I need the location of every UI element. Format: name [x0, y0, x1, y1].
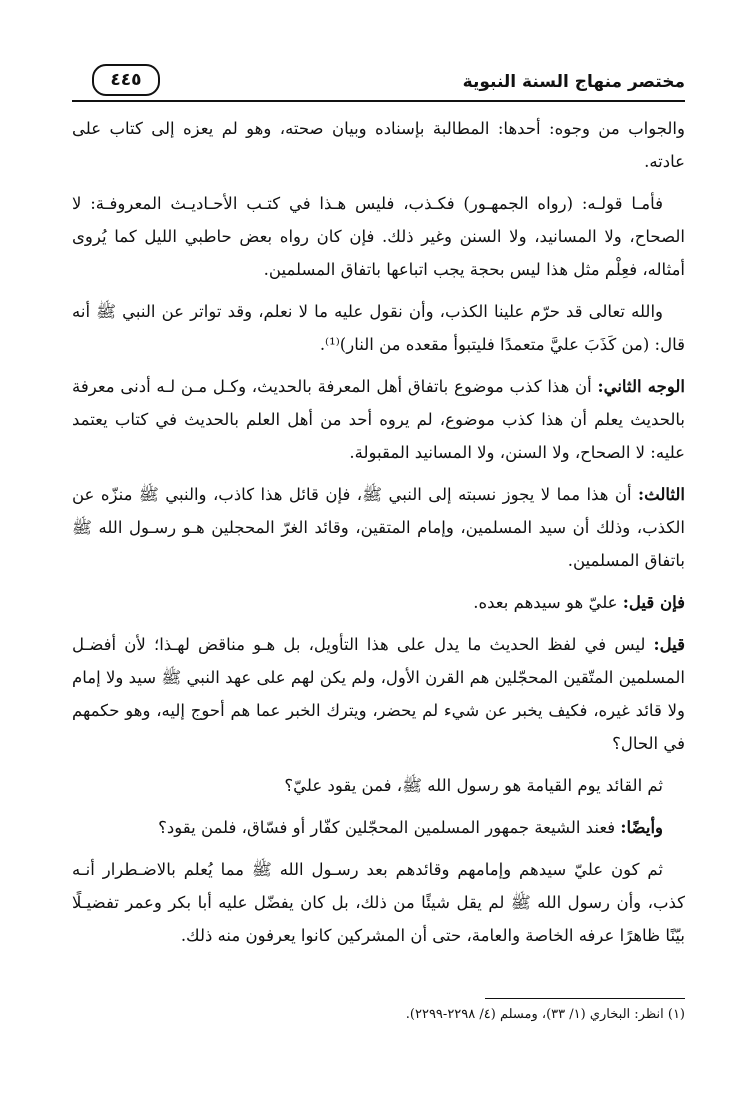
page-header [72, 60, 685, 100]
paragraph-lead: وأيضًا: [620, 818, 663, 837]
paragraph [72, 586, 685, 619]
paragraph [72, 769, 685, 802]
paragraph [72, 187, 685, 286]
footnote-divider [485, 998, 685, 999]
paragraph-text: فعند الشيعة جمهور المسلمين المحجّلين كفّار أو فسّاق، فلمن يقود؟ [158, 818, 621, 837]
paragraph [72, 478, 685, 577]
paragraph [72, 370, 685, 469]
paragraph-text: عليّ هو سيدهم بعده. [473, 593, 623, 612]
paragraph-lead: الثالث: [638, 485, 685, 504]
paragraph [72, 853, 685, 952]
main-text [72, 112, 685, 961]
paragraph [72, 112, 685, 178]
paragraph-text: والله تعالى قد حرّم علينا الكذب، وأن نقول عليه ما لا نعلم، وقد تواتر عن النبي ﷺ أنه قال: (من كَذَبَ عليَّ متعمدًا فليتبوأ مقعده من النار)⁽¹⁾. [72, 302, 685, 354]
paragraph-text: ثم كون عليّ سيدهم وإمامهم وقائدهم بعد رسـول الله ﷺ مما يُعلم بالاضـطرار أنـه كذب، وأن رسول الله ﷺ لم يقل شيئًا من ذلك، بل كان يفضّل عليه أبا بكر وعمر تفضيـلًا بيّنًا ظاهرًا عرفه الخاصة والعامة، حتى أن المشركين كانوا يعرفون منه ذلك. [72, 860, 685, 945]
paragraph [72, 295, 685, 361]
paragraph-text: ليس في لفظ الحديث ما يدل على هذا التأويل، بل هـو مناقض لهـذا؛ لأن أفضـل المسلمين المتّقين المحجّلين هم القرن الأول، ولم يكن لهم على عهد النبي ﷺ سيد ولا إمام ولا قائد غيره، فكيف يخبر عن شيء لم يحضر، ويترك الخبر عما هم أحوج إليه، وهو حكمهم في الحال؟ [72, 635, 685, 753]
paragraph-text: أن هذا كذب موضوع باتفاق أهل المعرفة بالحديث، وكـل مـن لـه أدنى معرفة بالحديث يعلم أن هذا كذب موضوع، لم يروه أحد من أهل العلم بالحديث في كتاب يعتمد عليه: لا الصحاح، ولا السنن، ولا المسانيد المقبولة. [72, 377, 685, 462]
page-number-badge: ٤٤٥ [92, 64, 160, 96]
paragraph-text: أن هذا مما لا يجوز نسبته إلى النبي ﷺ، فإن قائل هذا كاذب، والنبي ﷺ منزّه عن الكذب، وذلك أن سيد المسلمين، وإمام المتقين، وقائد الغرّ المحجلين هـو رسـول الله ﷺ باتفاق المسلمين. [72, 485, 685, 570]
running-title: مختصر منهاج السنة النبوية [462, 72, 685, 92]
paragraph [72, 628, 685, 760]
paragraph-text: ثم القائد يوم القيامة هو رسول الله ﷺ، فمن يقود عليّ؟ [284, 776, 663, 795]
header-divider [72, 100, 685, 102]
footnote: (١) انظر: البخاري (١/ ٣٣)، ومسلم (٤/ ٢٢٩٨-٢٢٩٩). [405, 1007, 685, 1022]
paragraph-text: فأمـا قولـه: (رواه الجمهـور) فكـذب، فليس هـذا في كتـب الأحـاديـث المعروفـة: لا الصحاح، ولا المسانيد، ولا السنن وغير ذلك. فإن كان رواه بعض حاطبي الليل كما يُروى أمثاله، فعِلْم مثل هذا ليس بحجة يجب اتباعها باتفاق المسلمين. [72, 194, 685, 279]
paragraph-lead: فإن قيل: [622, 593, 685, 612]
paragraph-lead: قيل: [653, 635, 685, 654]
paragraph [72, 811, 685, 844]
paragraph-lead: الوجه الثاني: [597, 377, 685, 396]
paragraph-text: والجواب من وجوه: أحدها: المطالبة بإسناده وبيان صحته، وهو لم يعزه إلى كتاب على عادته. [72, 119, 685, 171]
